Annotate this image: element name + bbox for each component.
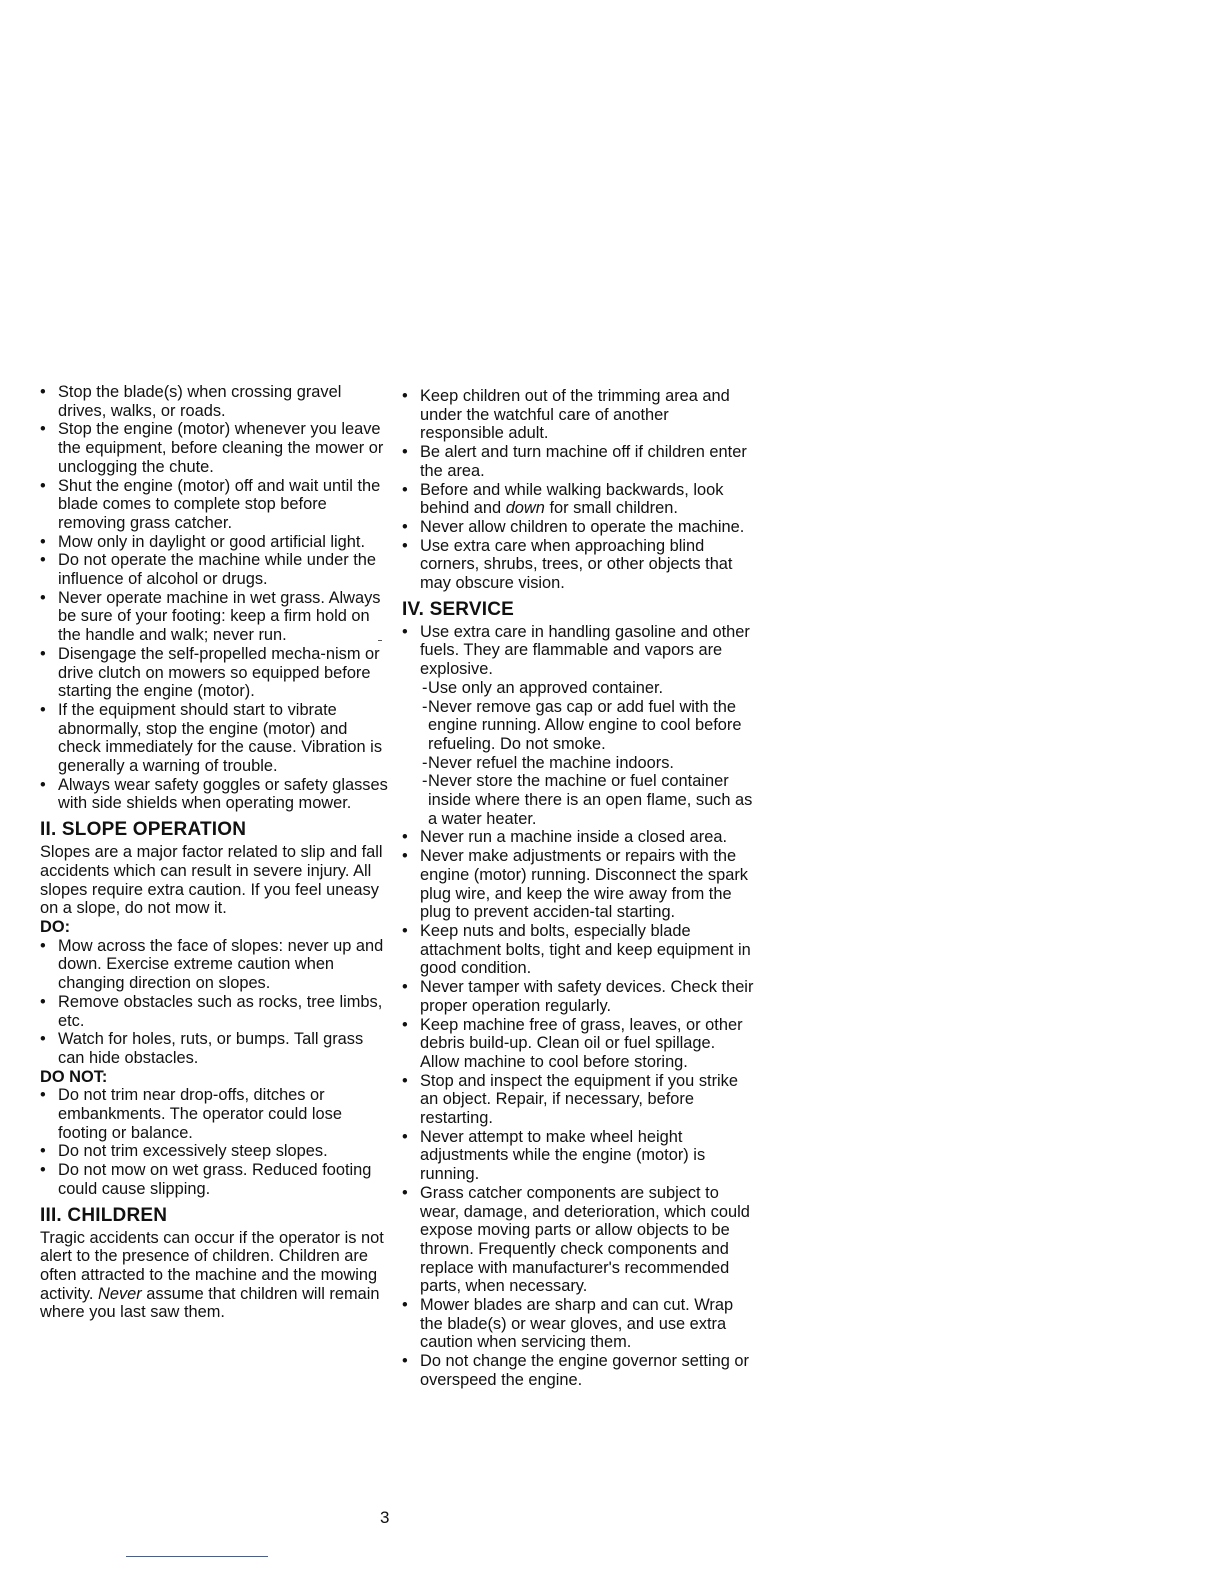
bullet-mark: •	[402, 387, 408, 405]
bullet-mark: •	[40, 1142, 46, 1161]
stray-mark	[378, 640, 382, 641]
dash-mark: -	[422, 697, 428, 716]
bullet-mark: •	[402, 921, 408, 940]
list-item: • Do not operate the machine while under the influence of alcohol or drugs.	[40, 551, 377, 589]
bullet-mark: •	[402, 978, 408, 997]
sub-list-item: - Use only an approved container.	[422, 678, 664, 697]
bullet-mark: •	[40, 936, 46, 955]
sub-list-item: - Never store the machine or fuel container inside where there is an open flame, such as a water heater.	[422, 772, 753, 828]
list-item: • Always wear safety goggles or safety glasses with side shields when operating mower.	[40, 775, 388, 813]
bullet-mark: •	[402, 622, 408, 641]
bullet-mark: •	[402, 1015, 408, 1034]
list-item: • Do not trim near drop-offs, ditches or embankments. The operator could lose footing or balance.	[40, 1086, 342, 1142]
list-item: • Use extra care in handling gasoline and other fuels. They are flammable and vapors are explosive.	[402, 622, 750, 679]
list-item: • Never attempt to make wheel height adjustments while the engine (motor) is running.	[402, 1127, 706, 1184]
bullet-mark: •	[40, 1086, 46, 1105]
list-item: • Mower blades are sharp and can cut. Wrap the blade(s) or wear gloves, and use extra caution when servicing them.	[402, 1296, 734, 1352]
do-label: DO:	[40, 917, 71, 936]
bullet-mark: •	[40, 383, 46, 401]
list-item: • Never tamper with safety devices. Check their proper operation regularly.	[402, 978, 754, 1015]
right-column	[402, 387, 754, 1390]
bullet-mark: •	[40, 551, 46, 570]
section-heading-service: IV. SERVICE	[402, 598, 515, 620]
list-item: • Shut the engine (motor) off and wait until the blade comes to complete stop before removing grass catcher.	[40, 476, 381, 532]
bullet-mark: •	[40, 1030, 46, 1049]
bullet-mark: •	[40, 588, 46, 607]
dash-mark: -	[422, 678, 428, 697]
bullet-mark: •	[40, 420, 46, 439]
list-item: • Do not trim excessively steep slopes.	[40, 1142, 328, 1161]
bullet-mark: •	[40, 644, 46, 663]
list-item: • Keep nuts and bolts, especially blade attachment bolts, tight and keep equipment in good condition.	[402, 921, 751, 978]
sub-list-item: - Never remove gas cap or add fuel with the engine running. Allow engine to cool before refueling. Do not smoke.	[422, 697, 742, 753]
bullet-mark: •	[40, 476, 46, 495]
dash-mark: -	[422, 772, 428, 791]
section-heading-children: III. CHILDREN	[40, 1204, 168, 1226]
list-item: • Stop the blade(s) when crossing gravel drives, walks, or roads.	[40, 383, 342, 420]
list-item: • Keep children out of the trimming area and under the watchful care of another responsible adult.	[402, 387, 730, 443]
list-item: • Before and while walking backwards, look behind and down for small children.	[402, 480, 724, 518]
list-item: • Never run a machine inside a closed area.	[402, 828, 728, 847]
bullet-mark: •	[402, 1296, 408, 1315]
list-item: • Stop and inspect the equipment if you strike an object. Repair, if necessary, before restarting.	[402, 1071, 738, 1128]
list-item: • Keep machine free of grass, leaves, or other debris build-up. Clean oil or fuel spillage. Allow machine to cool before storing.	[402, 1015, 743, 1071]
bullet-mark: •	[402, 828, 408, 847]
list-item: • Do not change the engine governor setting or overspeed the engine.	[402, 1352, 749, 1389]
bullet-mark: •	[402, 480, 408, 499]
list-item: • Disengage the self-propelled mecha-nism or drive clutch on mowers so equipped before starting the engine (motor).	[40, 644, 380, 701]
bottom-rule	[126, 1556, 268, 1557]
list-item: • Remove obstacles such as rocks, tree limbs, etc.	[40, 992, 383, 1030]
bullet-mark: •	[40, 992, 46, 1011]
do-not-label: DO NOT:	[40, 1067, 108, 1086]
dash-mark: -	[422, 753, 428, 772]
list-item: • Stop the engine (motor) whenever you leave the equipment, before cleaning the mower or unclogging the chute.	[40, 420, 384, 476]
left-column	[40, 383, 390, 1322]
slope-intro: Slopes are a major factor related to slip and fall accidents which can result in severe injury. All slopes require extra caution. If you feel uneasy on a slope, do not mow it.	[40, 843, 383, 918]
bullet-mark: •	[40, 532, 46, 551]
list-item: • Mow across the face of slopes: never up and down. Exercise extreme caution when changing direction on slopes.	[40, 936, 384, 993]
bullet-mark: •	[402, 536, 408, 555]
bullet-mark: •	[402, 443, 408, 462]
bullet-mark: •	[402, 517, 408, 536]
bullet-mark: •	[402, 1127, 408, 1146]
bullet-mark: •	[40, 700, 46, 719]
bullet-mark: •	[40, 775, 46, 794]
list-item: • Do not mow on wet grass. Reduced footing could cause slipping.	[40, 1161, 372, 1198]
bullet-mark: •	[402, 1071, 408, 1090]
list-item: • Never make adjustments or repairs with the engine (motor) running. Disconnect the spark plug wire, and keep the wire away from the plug to prevent acciden-tal starting.	[402, 847, 748, 922]
section-heading-slope-operation: II. SLOPE OPERATION	[40, 819, 247, 841]
list-item: • If the equipment should start to vibrate abnormally, stop the engine (motor) and check immediately for the cause. Vibration is generally a warning of trouble.	[40, 700, 383, 776]
bullet-mark: •	[402, 1352, 408, 1371]
bullet-mark: •	[402, 847, 408, 866]
list-item: • Mow only in daylight or good artificial light.	[40, 532, 366, 551]
children-intro: Tragic accidents can occur if the operator is not alert to the presence of children. Children are often attracted to the machine and the mowing activity. Never assume that children will remain where you last saw them.	[40, 1228, 384, 1322]
list-item: • Watch for holes, ruts, or bumps. Tall grass can hide obstacles.	[40, 1030, 364, 1067]
list-item: • Never operate machine in wet grass. Always be sure of your footing: keep a firm hold on the handle and walk; never run.	[40, 588, 381, 645]
bullet-mark: •	[40, 1161, 46, 1180]
list-item: • Be alert and turn machine off if children enter the area.	[402, 443, 747, 480]
page-number: 3	[380, 1508, 390, 1527]
sub-list-item: - Never refuel the machine indoors.	[422, 753, 674, 772]
list-item: • Grass catcher components are subject to wear, damage, and deterioration, which could expose moving parts or allow objects to be thrown. Frequently check components and replace with manufacturer's recommended parts, when necessary.	[402, 1183, 750, 1296]
bullet-mark: •	[402, 1183, 408, 1202]
list-item: • Never allow children to operate the machine.	[402, 517, 745, 536]
list-item: • Use extra care when approaching blind corners, shrubs, trees, or other objects that may obscure vision.	[402, 536, 733, 593]
